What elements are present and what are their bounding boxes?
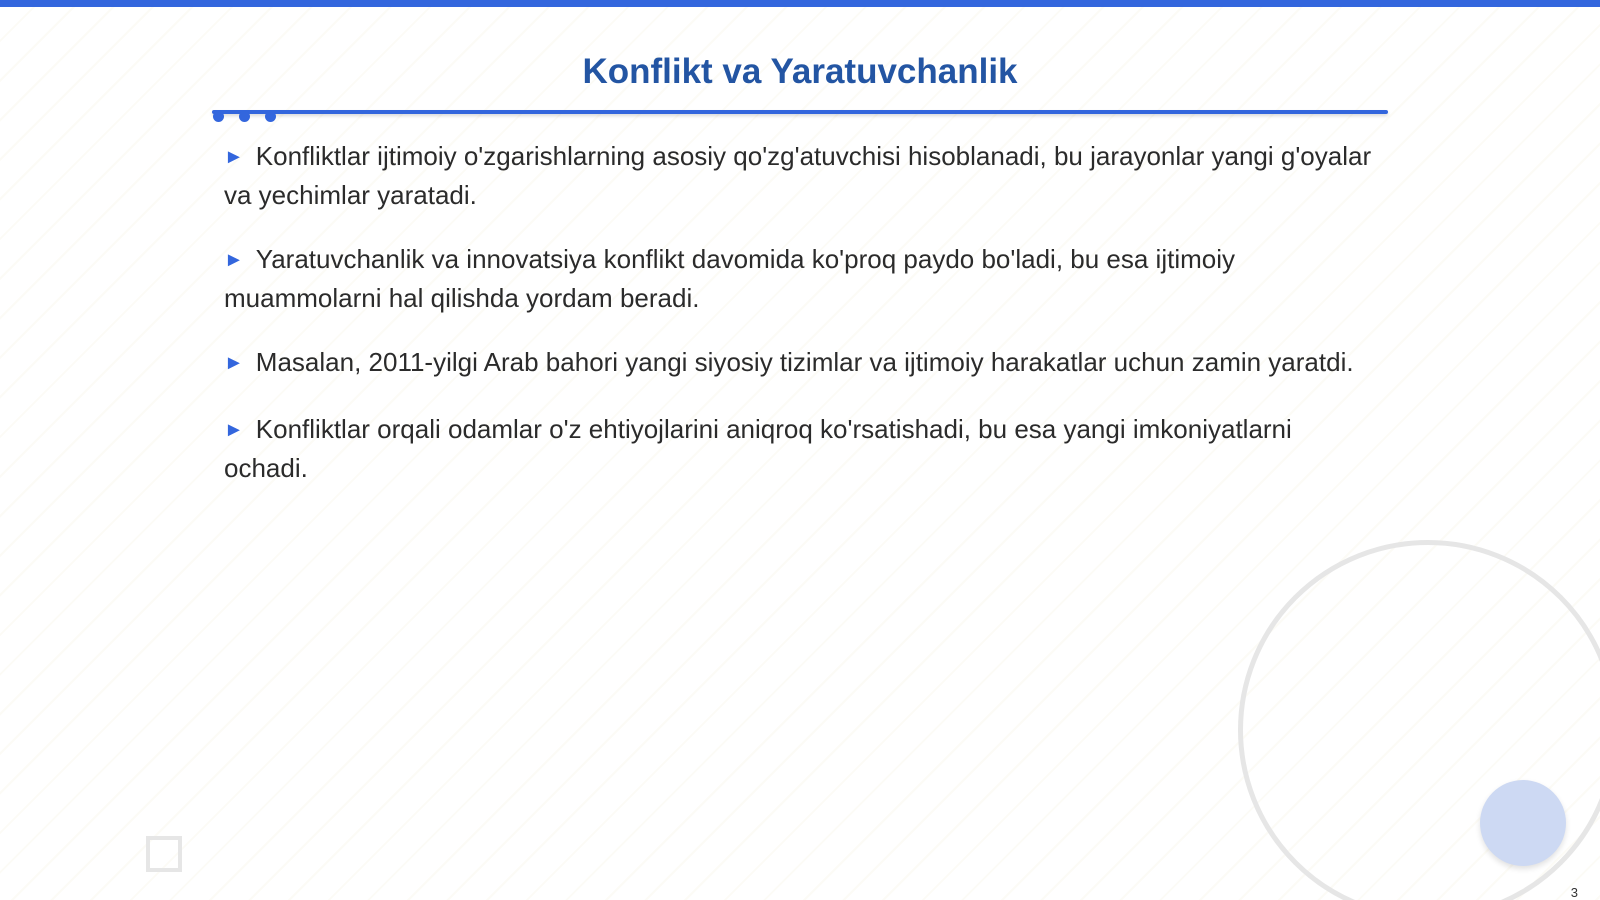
bullet-text: Konfliktlar orqali odamlar o'z ehtiyojlarini aniqroq ko'rsatishadi, bu esa yangi imkoniyatlarni ochadi. (224, 414, 1292, 483)
decorative-dot (239, 111, 250, 122)
bullet-item (224, 241, 1374, 316)
bullet-item (224, 138, 1374, 213)
top-accent-bar (0, 0, 1600, 7)
bullet-item (224, 344, 1374, 383)
arrow-bullet-icon: ► (224, 146, 244, 168)
title-underline (212, 110, 1388, 114)
decorative-dot (213, 111, 224, 122)
slide-title: Konflikt va Yaratuvchanlik (582, 52, 1018, 91)
page-number: 3 (1570, 885, 1578, 900)
arrow-bullet-icon: ► (224, 419, 244, 441)
bullet-list (224, 138, 1374, 514)
decorative-dot (265, 111, 276, 122)
bullet-item (224, 411, 1374, 486)
arrow-bullet-icon: ► (224, 249, 244, 271)
decorative-blue-circle (1480, 780, 1566, 866)
decorative-square (146, 836, 182, 872)
arrow-bullet-icon: ► (224, 352, 244, 374)
bullet-text: Yaratuvchanlik va innovatsiya konflikt davomida ko'proq paydo bo'ladi, bu esa ijtimoiy muammolarni hal qilishda yordam beradi. (224, 244, 1235, 313)
bullet-text: Konfliktlar ijtimoiy o'zgarishlarning asosiy qo'zg'atuvchisi hisoblanadi, bu jarayonlar yangi g'oyalar va yechimlar yaratadi. (224, 141, 1372, 210)
bullet-text: Masalan, 2011-yilgi Arab bahori yangi siyosiy tizimlar va ijtimoiy harakatlar uchun zamin yaratdi. (255, 347, 1354, 377)
